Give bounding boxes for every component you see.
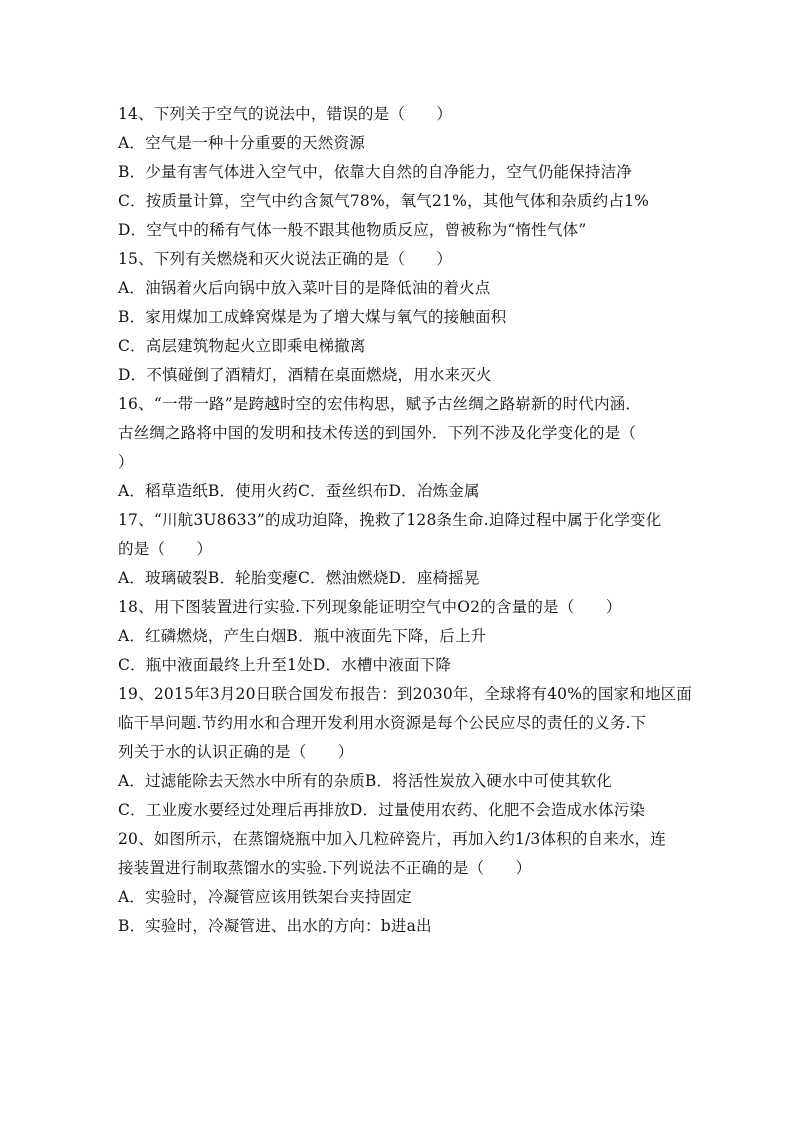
- question-15-option-b: B．家用煤加工成蜂窝煤是为了增大煤与氧气的接触面积: [118, 308, 507, 326]
- question-19-options-cd: C．工业废水要经过处理后再排放D．过量使用农药、化肥不会造成水体污染: [118, 801, 646, 819]
- question-14-option-c: C．按质量计算，空气中约含氮气78%，氧气21%，其他气体和杂质约占1%: [118, 192, 650, 210]
- question-17-options: A．玻璃破裂B．轮胎变瘪C．燃油燃烧D．座椅摇晃: [118, 569, 480, 587]
- question-16-options: A．稻草造纸B．使用火药C．蚕丝织布D．冶炼金属: [118, 482, 480, 500]
- question-15-option-d: D．不慎碰倒了酒精灯，酒精在桌面燃烧，用水来灭火: [118, 366, 492, 384]
- question-16-stem-line-2: 古丝绸之路将中国的发明和技术传送的到国外．下列不涉及化学变化的是（: [118, 424, 637, 442]
- question-19-options-ab: A．过滤能除去天然水中所有的杂质B．将活性炭放入硬水中可使其软化: [118, 772, 612, 790]
- question-20-option-b: B．实验时，冷凝管进、出水的方向：b进a出: [118, 917, 432, 935]
- question-14-stem: 14、下列关于空气的说法中，错误的是（ ）: [118, 105, 453, 123]
- question-14-option-b: B．少量有害气体进入空气中，依靠大自然的自净能力，空气仍能保持洁净: [118, 163, 632, 181]
- question-19-stem-line-1: 19、2015年3月20日联合国发布报告：到2030年，全球将有40%的国家和地区面: [118, 685, 693, 703]
- question-18-stem: 18、用下图装置进行实验.下列现象能证明空气中O2的含量的是（ ）: [118, 598, 622, 616]
- question-20-stem-line-1: 20、如图所示，在蒸馏烧瓶中加入几粒碎瓷片，再加入约1/3体积的自来水，连: [118, 830, 667, 848]
- question-15-option-c: C．高层建筑物起火立即乘电梯撤离: [118, 337, 366, 355]
- question-14-option-d: D．空气中的稀有气体一般不跟其他物质反应，曾被称为“惰性气体”: [118, 221, 587, 239]
- question-16-stem-line-3: ）: [118, 453, 134, 471]
- question-20-option-a: A．实验时，冷凝管应该用铁架台夹持固定: [118, 888, 412, 906]
- question-20-stem-line-2: 接装置进行制取蒸馏水的实验.下列说法不正确的是（ ）: [118, 859, 532, 877]
- question-14-option-a: A．空气是一种十分重要的天然资源: [118, 134, 365, 152]
- question-15-stem: 15、下列有关燃烧和灭火说法正确的是（ ）: [118, 250, 453, 268]
- question-18-options-cd: C．瓶中液面最终上升至1处D．水槽中液面下降: [118, 656, 452, 674]
- question-17-stem-line-1: 17、“川航3U8633”的成功迫降，挽救了128条生命.迫降过程中属于化学变化: [118, 511, 662, 529]
- document-page: [118, 100, 693, 941]
- question-17-stem-line-2: 的是（ ）: [118, 540, 213, 558]
- question-19-stem-line-2: 临干旱问题.节约用水和合理开发利用水资源是每个公民应尽的责任的义务.下: [118, 714, 647, 732]
- question-16-stem-line-1: 16、“一带一路”是跨越时空的宏伟构思，赋予古丝绸之路崭新的时代内涵．: [118, 395, 642, 413]
- question-15-option-a: A．油锅着火后向锅中放入菜叶目的是降低油的着火点: [118, 279, 491, 297]
- question-19-stem-line-3: 列关于水的认识正确的是（ ）: [118, 743, 354, 761]
- question-18-options-ab: A．红磷燃烧，产生白烟B．瓶中液面先下降，后上升: [118, 627, 487, 645]
